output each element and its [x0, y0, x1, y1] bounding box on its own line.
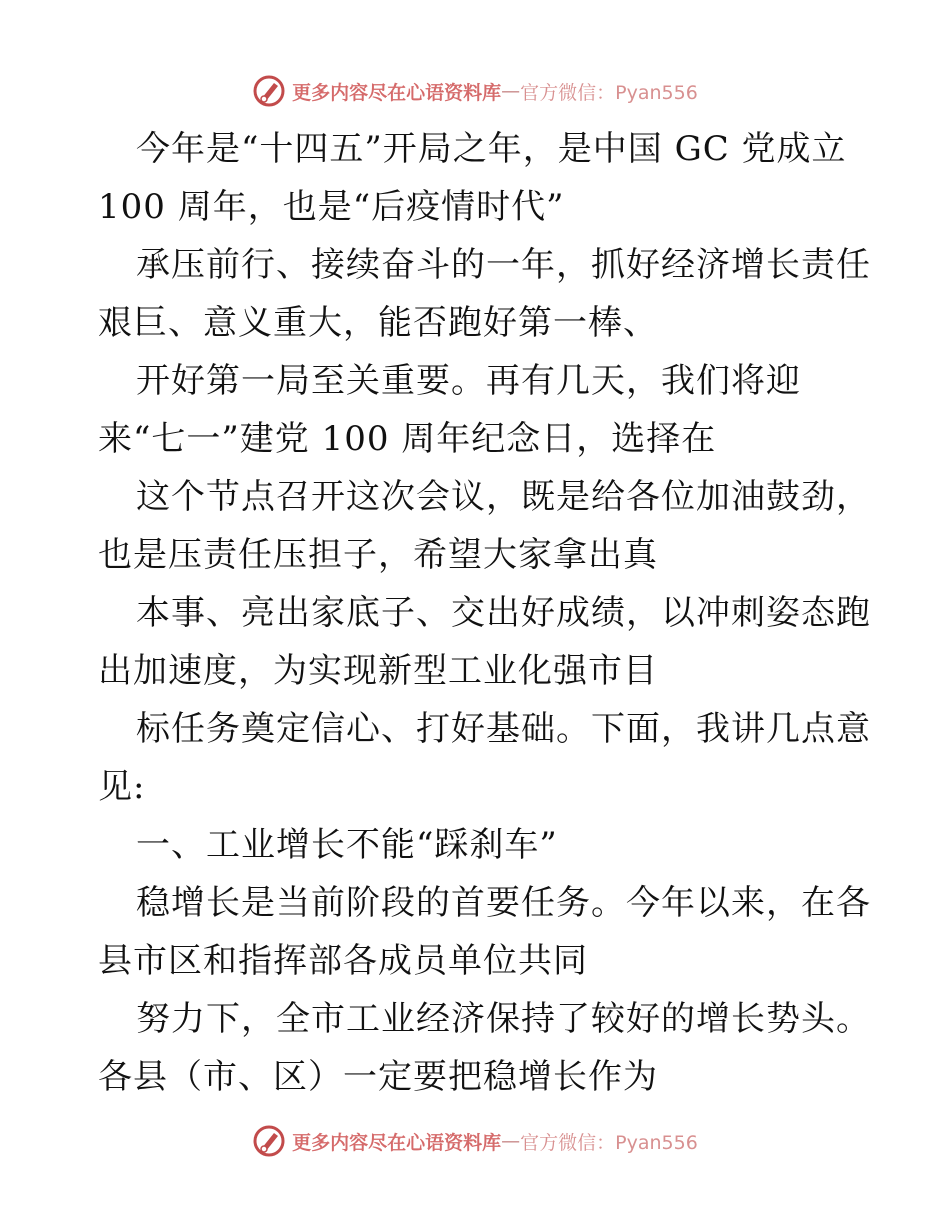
- header-separator: —: [501, 80, 521, 102]
- document-body: [98, 120, 871, 1106]
- section-heading: 一、工业增长不能“踩刹车”: [136, 825, 558, 865]
- text-line: 也是压责任压担子，希望大家拿出真: [98, 535, 658, 575]
- text-line: 今年是“十四五”开局之年，是中国 GC 党成立: [136, 129, 847, 169]
- text-line: 县市区和指挥部各成员单位共同: [98, 941, 588, 981]
- text-line: 来“七一”建党 100 周年纪念日，选择在: [98, 419, 717, 459]
- text-line: 开好第一局至关重要。再有几天，我们将迎: [136, 361, 801, 401]
- text-line: 出加速度，为实现新型工业化强市目: [98, 651, 658, 691]
- text-line: 努力下，全市工业经济保持了较好的增长势头。: [136, 999, 871, 1039]
- footer-brand-text: 更多内容尽在心语资料库: [292, 1131, 502, 1154]
- text-line: 稳增长是当前阶段的首要任务。今年以来，在各: [136, 883, 871, 923]
- text-line: 100 周年，也是“后疫情时代”: [98, 187, 565, 227]
- pen-logo-icon: [252, 1124, 286, 1158]
- header-wechat-text: 官方微信：Pyan556: [520, 81, 698, 104]
- text-line: 标任务奠定信心、打好基础。下面，我讲几点意: [136, 709, 871, 749]
- header-brand-text: 更多内容尽在心语资料库: [292, 81, 502, 104]
- page-footer-watermark: [0, 1121, 950, 1161]
- text-line: 见:: [98, 767, 146, 807]
- text-line: 这个节点召开这次会议，既是给各位加油鼓劲，: [136, 477, 871, 517]
- pen-logo-icon: [252, 74, 286, 108]
- footer-wechat-text: 官方微信：Pyan556: [520, 1131, 698, 1154]
- text-line: 艰巨、意义重大，能否跑好第一棒、: [98, 303, 658, 343]
- page-header-watermark: [0, 71, 950, 111]
- text-line: 承压前行、接续奋斗的一年，抓好经济增长责任: [136, 245, 871, 285]
- footer-separator: —: [501, 1130, 521, 1152]
- text-line: 本事、亮出家底子、交出好成绩，以冲刺姿态跑: [136, 593, 871, 633]
- text-line: 各县（市、区）一定要把稳增长作为: [98, 1057, 658, 1097]
